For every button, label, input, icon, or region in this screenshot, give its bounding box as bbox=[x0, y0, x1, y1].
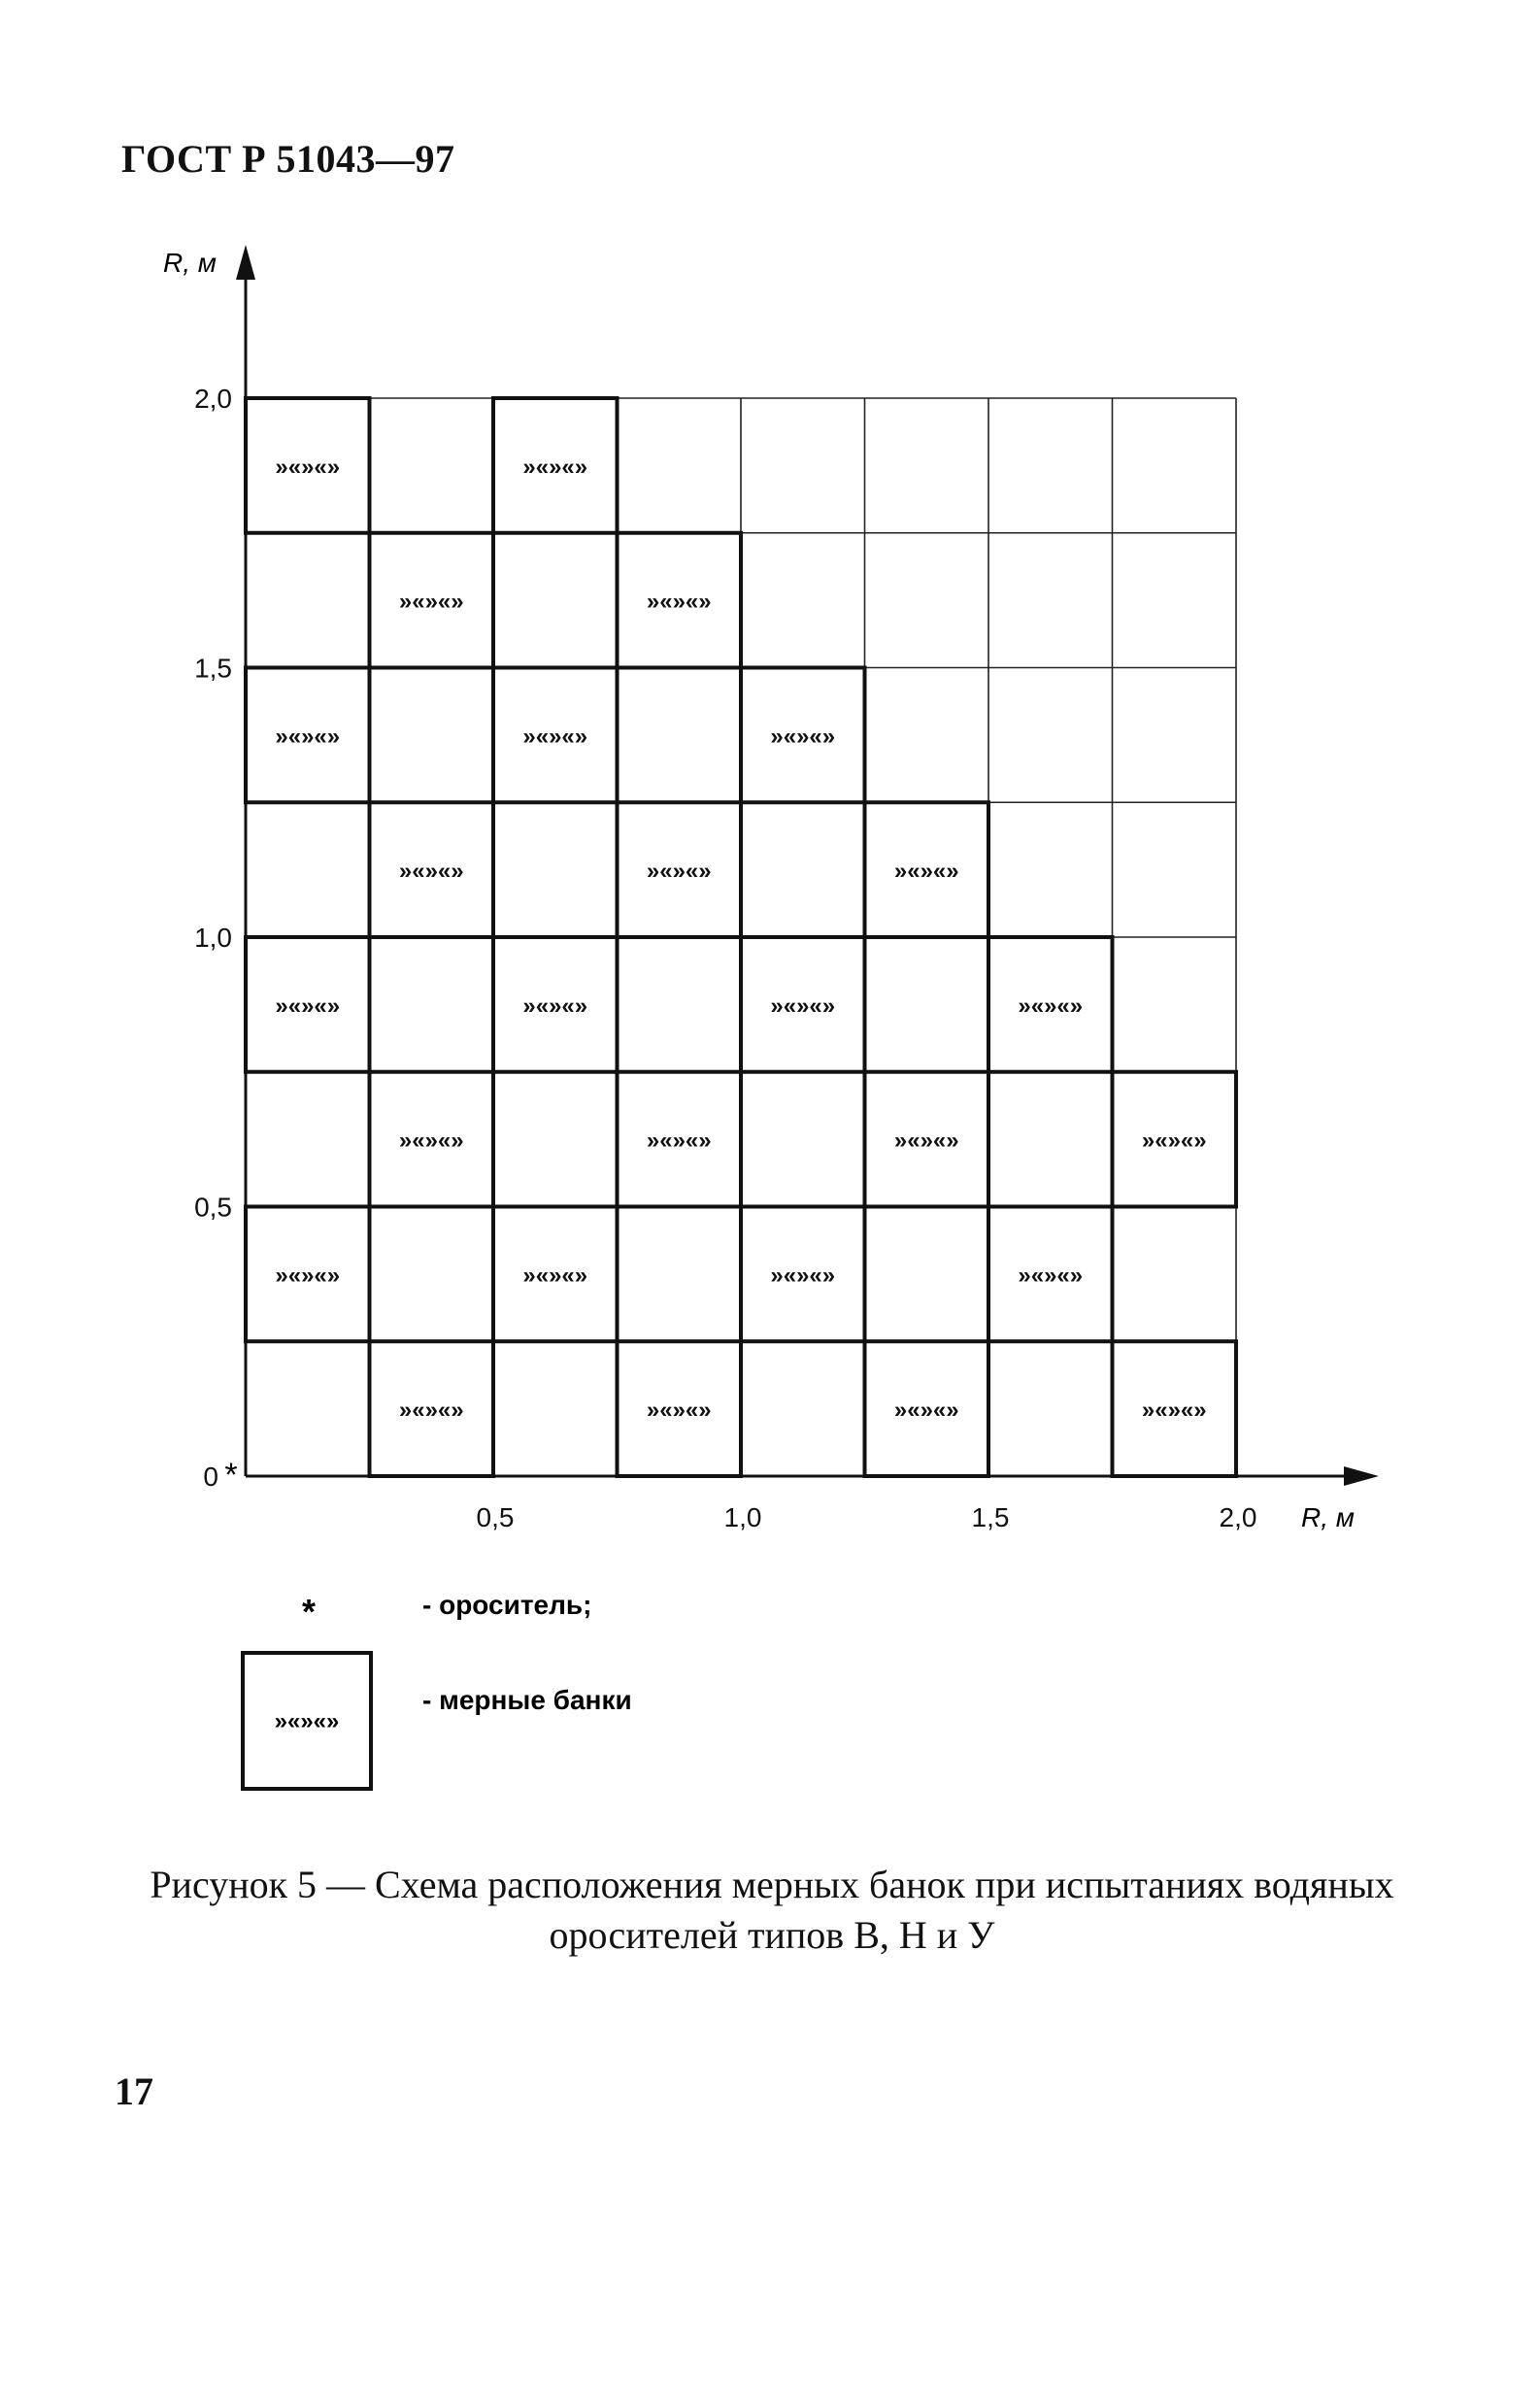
x-tick-label: 0,5 bbox=[476, 1502, 515, 1532]
jar-label: »«»«» bbox=[646, 589, 712, 616]
jar-label: »«»«» bbox=[398, 1127, 464, 1155]
jar-label: »«»«» bbox=[522, 992, 588, 1020]
jar-cell bbox=[370, 1341, 494, 1476]
jar-cell bbox=[493, 668, 618, 803]
jar-cell bbox=[370, 802, 494, 937]
jar-label: »«»«» bbox=[646, 858, 712, 885]
figure-caption bbox=[97, 1860, 1447, 1961]
jar-label: »«»«» bbox=[275, 454, 341, 481]
jar-cell bbox=[865, 1341, 989, 1476]
jar-cell bbox=[370, 533, 494, 668]
jar-label: »«»«» bbox=[770, 1261, 836, 1289]
jar-label: »«»«» bbox=[275, 992, 341, 1020]
jar-cell bbox=[618, 533, 742, 668]
jar-label: »«»«» bbox=[1018, 1261, 1084, 1289]
x-tick-label: 1,5 bbox=[971, 1502, 1010, 1532]
y-tick-label: 2,0 bbox=[194, 384, 232, 414]
legend-jar-label: - мерные банки bbox=[422, 1685, 632, 1715]
jar-cell bbox=[246, 1207, 370, 1342]
caption-line-2: оросителей типов В, Н и У bbox=[549, 1913, 995, 1957]
jar-cell bbox=[741, 937, 865, 1072]
jar-cell bbox=[741, 1207, 865, 1342]
jar-label: »«»«» bbox=[893, 1127, 959, 1155]
jar-cell bbox=[493, 398, 618, 533]
page-number: 17 bbox=[115, 2069, 153, 2113]
jar-label: »«»«» bbox=[893, 1396, 959, 1424]
jar-cell bbox=[741, 668, 865, 803]
jar-label: »«»«» bbox=[1141, 1127, 1207, 1155]
origin-sprinkler-icon: * bbox=[224, 1457, 238, 1494]
jar-cell bbox=[493, 937, 618, 1072]
jar-cell bbox=[246, 937, 370, 1072]
jar-cell bbox=[988, 937, 1113, 1072]
y-tick-label: 0 bbox=[203, 1462, 218, 1492]
standard-header: ГОСТ Р 51043—97 bbox=[121, 137, 455, 181]
x-tick-label: 1,0 bbox=[723, 1502, 762, 1532]
jar-cell bbox=[1113, 1341, 1237, 1476]
jar-label: »«»«» bbox=[646, 1396, 712, 1424]
legend-sprinkler-icon: * bbox=[301, 1592, 317, 1631]
legend-sprinkler-label: - ороситель; bbox=[422, 1590, 592, 1620]
jar-label: »«»«» bbox=[770, 992, 836, 1020]
jar-label: »«»«» bbox=[275, 723, 341, 750]
legend-jar-icon: »«»«» bbox=[274, 1708, 340, 1734]
jar-label: »«»«» bbox=[770, 723, 836, 750]
jar-label: »«»«» bbox=[398, 858, 464, 885]
jar-cells bbox=[246, 398, 1236, 1476]
x-tick-label: 2,0 bbox=[1219, 1502, 1257, 1532]
y-axis-arrow-icon bbox=[236, 245, 255, 280]
jar-cell bbox=[618, 1341, 742, 1476]
jar-label: »«»«» bbox=[398, 589, 464, 616]
x-axis-arrow-icon bbox=[1344, 1466, 1379, 1486]
jar-label: »«»«» bbox=[646, 1127, 712, 1155]
jar-cell bbox=[493, 1207, 618, 1342]
jar-cell bbox=[246, 668, 370, 803]
jar-label: »«»«» bbox=[522, 1261, 588, 1289]
jar-label: »«»«» bbox=[1018, 992, 1084, 1020]
jar-cell bbox=[370, 1072, 494, 1207]
jar-label: »«»«» bbox=[275, 1261, 341, 1289]
jar-label: »«»«» bbox=[398, 1396, 464, 1424]
y-tick-label: 1,5 bbox=[194, 653, 232, 684]
jar-cell bbox=[618, 802, 742, 937]
jar-cell bbox=[246, 398, 370, 533]
jar-cell bbox=[618, 1072, 742, 1207]
y-tick-label: 1,0 bbox=[194, 923, 232, 953]
jar-cell bbox=[865, 802, 989, 937]
jar-cell bbox=[865, 1072, 989, 1207]
jar-cell bbox=[988, 1207, 1113, 1342]
jar-label: »«»«» bbox=[1141, 1396, 1207, 1424]
jar-label: »«»«» bbox=[522, 454, 588, 481]
x-axis-title: R, м bbox=[1301, 1502, 1355, 1532]
jar-label: »«»«» bbox=[522, 723, 588, 750]
jar-cell bbox=[1113, 1072, 1237, 1207]
y-axis-title: R, м bbox=[163, 248, 217, 278]
jar-label: »«»«» bbox=[893, 858, 959, 885]
caption-line-1: Рисунок 5 — Схема расположения мерных банок при испытаниях водяных bbox=[150, 1863, 1394, 1906]
y-tick-label: 0,5 bbox=[194, 1192, 232, 1223]
